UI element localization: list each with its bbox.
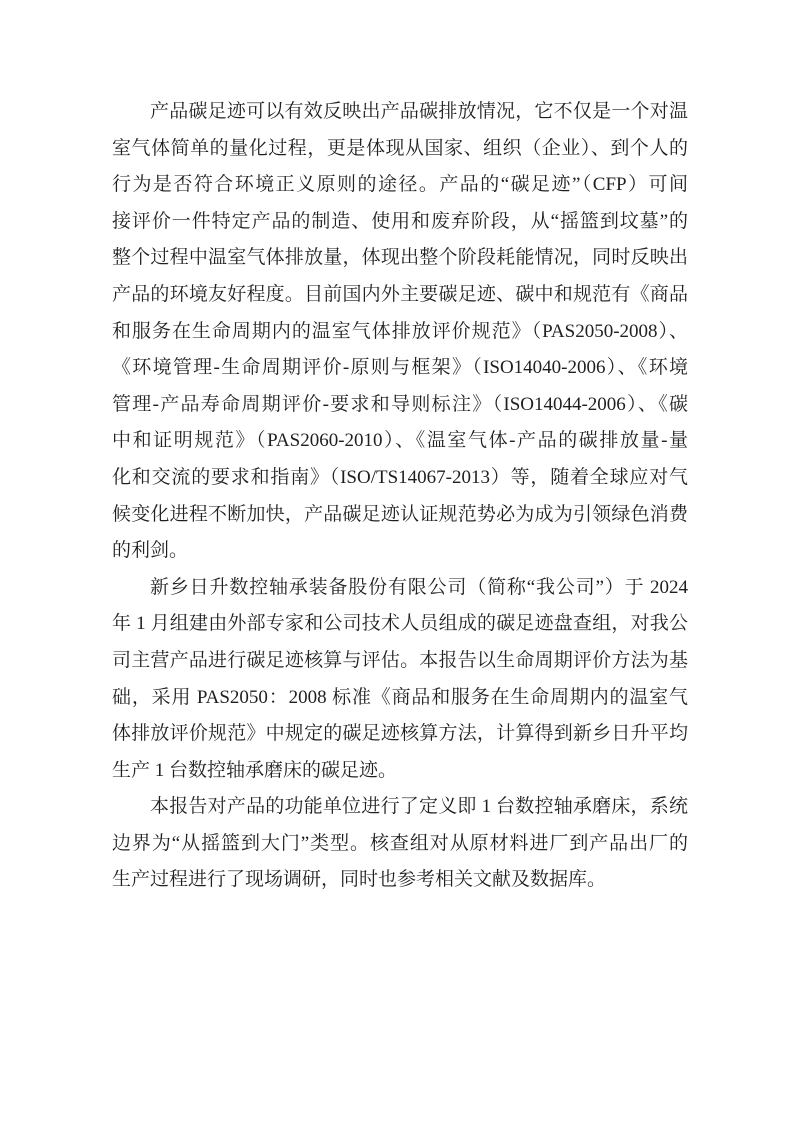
- text-line: 年 1 月组建由外部专家和公司技术人员组成的碳足迹盘查组，对我公: [112, 613, 688, 635]
- text-line: 的利剑。: [112, 540, 189, 562]
- document-body: [112, 94, 688, 899]
- text-line: 产品碳足迹可以有效反映出产品碳排放情况，它不仅是一个对温: [150, 101, 688, 122]
- text-line: 接评价一件特定产品的制造、使用和废弃阶段，从“摇篮到坟墓”的: [112, 210, 688, 232]
- paragraph: [112, 570, 688, 790]
- text-line: 础，采用 PAS2050：2008 标准《商品和服务在生命周期内的温室气: [112, 686, 688, 708]
- text-line: 室气体简单的量化过程，更是体现从国家、组织（企业）、到个人的: [112, 137, 688, 159]
- paragraph: [112, 94, 688, 570]
- text-line: 管理-产品寿命周期评价-要求和导则标注》（ISO14044-2006）、《碳: [112, 393, 688, 415]
- text-line: 化和交流的要求和指南》（ISO/TS14067-2013）等，随着全球应对气: [112, 466, 688, 488]
- text-line: 中和证明规范》（PAS2060-2010）、《温室气体-产品的碳排放量-量: [112, 430, 688, 452]
- text-line: 体排放评价规范》中规定的碳足迹核算方法，计算得到新乡日升平均: [112, 723, 688, 745]
- text-line: 新乡日升数控轴承装备股份有限公司（简称“我公司”）于 2024: [150, 576, 688, 598]
- text-line: 生产过程进行了现场调研，同时也参考相关文献及数据库。: [112, 869, 607, 891]
- text-line: 司主营产品进行碳足迹核算与评估。本报告以生命周期评价方法为基: [112, 649, 688, 671]
- text-line: 生产 1 台数控轴承磨床的碳足迹。: [112, 759, 398, 781]
- text-line: 整个过程中温室气体排放量，体现出整个阶段耗能情况，同时反映出: [112, 247, 688, 269]
- text-line: 候变化进程不断加快，产品碳足迹认证规范势必为成为引领绿色消费: [112, 503, 688, 525]
- text-line: 行为是否符合环境正义原则的途径。产品的“碳足迹”（CFP）可间: [112, 174, 688, 196]
- text-line: 边界为“从摇篮到大门”类型。核查组对从原材料进厂到产品出厂的: [112, 832, 688, 854]
- text-line: 本报告对产品的功能单位进行了定义即 1 台数控轴承磨床，系统: [150, 796, 688, 818]
- text-line: 和服务在生命周期内的温室气体排放评价规范》（PAS2050-2008）、: [112, 320, 688, 342]
- text-line: 产品的环境友好程度。目前国内外主要碳足迹、碳中和规范有《商品: [112, 283, 688, 305]
- text-line: 《环境管理-生命周期评价-原则与框架》（ISO14040-2006）、《环境: [112, 357, 688, 379]
- paragraph: [112, 789, 688, 899]
